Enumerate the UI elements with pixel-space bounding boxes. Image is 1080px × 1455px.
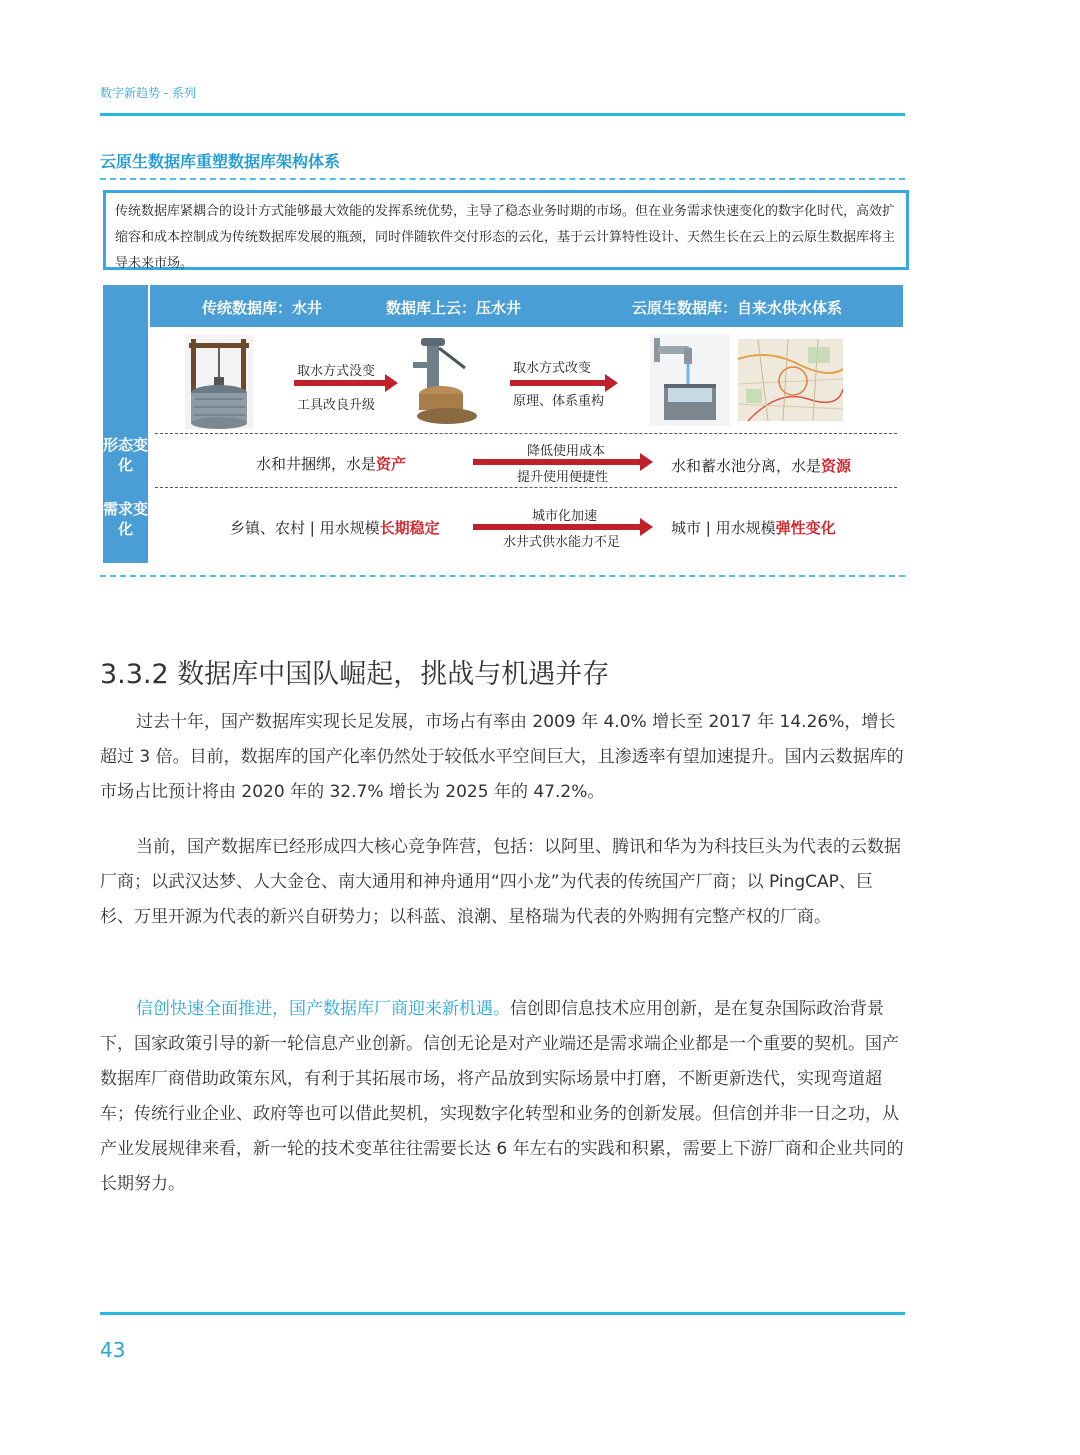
figure-header-band bbox=[150, 285, 903, 327]
side-label-demand: 需求变化 bbox=[103, 500, 149, 538]
demand-arrow bbox=[473, 524, 641, 530]
demand-row-left-emph: 长期稳定 bbox=[379, 519, 440, 537]
series-label: 数字新趋势 - 系列 bbox=[100, 86, 196, 100]
well-icon bbox=[183, 333, 255, 431]
city-map-icon bbox=[738, 339, 843, 421]
row-divider-2 bbox=[155, 487, 897, 488]
form-arrow bbox=[473, 459, 641, 465]
arrow2-bottom-label: 原理、体系重构 bbox=[513, 394, 605, 409]
figure-top-dash bbox=[100, 178, 905, 180]
figure-bottom-dash bbox=[100, 575, 905, 577]
tap-icon bbox=[650, 334, 730, 426]
arrow1 bbox=[294, 380, 386, 386]
form-row-right-emph: 资源 bbox=[821, 457, 852, 475]
paragraph-3-highlight: 信创快速全面推进，国产数据库厂商迎来新机遇。 bbox=[136, 999, 510, 1019]
paragraph-1: 过去十年，国产数据库实现长足发展，市场占有率由 2009 年 4.0% 增长至 2017 年 14.26%，增长超过 3 倍。目前，数据库的国产化率仍然处于较低水平空间巨大，且渗透率有望加速提升。国内云数据库的市场占比预计将由 2020 年的 32.7% 增长为 2025 年的 47.2%。 bbox=[100, 712, 904, 802]
column-traditional: 传统数据库：水井 bbox=[202, 299, 323, 317]
arrow2 bbox=[510, 380, 606, 386]
demand-row-right: 城市 | 用水规模弹性变化 bbox=[671, 519, 836, 537]
section-heading: 3.3.2 数据库中国队崛起，挑战与机遇并存 bbox=[100, 659, 610, 690]
side-label-form: 形态变化 bbox=[103, 436, 149, 474]
paragraph-3 bbox=[100, 992, 905, 1202]
form-row-left-emph: 资产 bbox=[376, 455, 407, 473]
figure-summary-text: 传统数据库紧耦合的设计方式能够最大效能的发挥系统优势，主导了稳态业务时期的市场。但在业务需求快速变化的数字化时代，高效扩缩容和成本控制成为传统数据库发展的瓶颈，同时伴随软件交付形态的云化，基于云计算特性设计、天然生长在云上的云原生数据库将主导未来市场。 bbox=[115, 204, 896, 271]
page-number: 43 bbox=[100, 1338, 126, 1362]
form-row-left: 水和井捆绑，水是资产 bbox=[256, 455, 407, 473]
form-arrow-top-label: 降低使用成本 bbox=[527, 444, 606, 459]
column-cloud-native: 云原生数据库：自来水供水体系 bbox=[632, 299, 843, 317]
arrow1-bottom-label: 工具改良升级 bbox=[297, 398, 376, 413]
paragraph-3-body: 信创即信息技术应用创新，是在复杂国际政治背景下，国家政策引导的新一轮信息产业创新。信创无论是对产业端还是需求端企业都是一个重要的契机。国产数据库厂商借助政策东风，有利于其拓展市场，将产品放到实际场景中打磨，不断更新迭代，实现弯道超车；传统行业企业、政府等也可以借此契机，实现数字化转型和业务的创新发展。但信创并非一日之功，从产业发展规律来看，新一轮的技术变革往往需要长达 6 年左右的实践和积累，需要上下游厂商和企业共同的长期努力。 bbox=[100, 999, 904, 1194]
demand-arrow-top-label: 城市化加速 bbox=[532, 509, 598, 524]
demand-row-left: 乡镇、农村 | 用水规模长期稳定 bbox=[230, 519, 440, 537]
paragraph-2: 当前，国产数据库已经形成四大核心竞争阵营，包括：以阿里、腾讯和华为为科技巨头为代表的云数据厂商；以武汉达梦、人大金仓、南大通用和神舟通用“四小龙”为代表的传统国产厂商；以 PingCAP、巨杉、万里开源为代表的新兴自研势力；以科蓝、浪潮、星格瑞为代表的外购拥有完整产权的厂商。 bbox=[100, 837, 901, 927]
form-arrow-bottom-label: 提升使用便捷性 bbox=[517, 470, 609, 485]
arrow2-top-label: 取水方式改变 bbox=[513, 361, 592, 376]
header-divider bbox=[100, 113, 905, 116]
footer-divider bbox=[100, 1312, 905, 1315]
arrow1-top-label: 取水方式没变 bbox=[297, 364, 376, 379]
form-row-right: 水和蓄水池分离，水是资源 bbox=[671, 457, 852, 475]
figure-side-bar bbox=[103, 285, 148, 563]
hand-pump-icon bbox=[403, 334, 481, 426]
row-divider-1 bbox=[155, 433, 897, 434]
demand-row-right-emph: 弹性变化 bbox=[775, 519, 836, 537]
figure-title: 云原生数据库重塑数据库架构体系 bbox=[100, 152, 341, 171]
column-cloud: 数据库上云：压水井 bbox=[386, 299, 522, 317]
demand-arrow-bottom-label: 水井式供水能力不足 bbox=[503, 535, 621, 550]
figure-summary-box bbox=[103, 190, 909, 270]
